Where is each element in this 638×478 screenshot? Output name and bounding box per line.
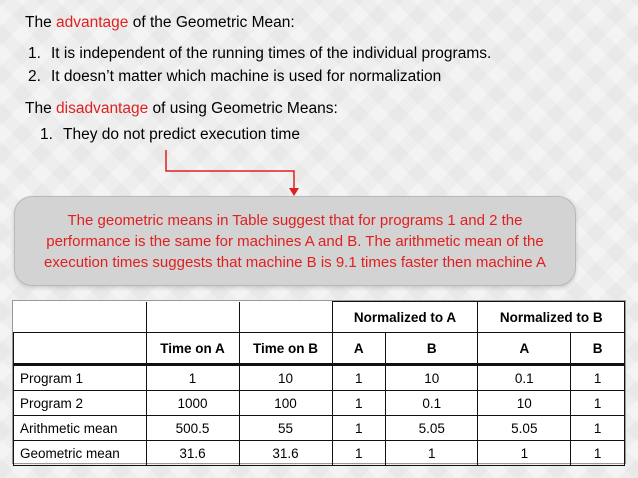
column-header: Time on A xyxy=(146,333,239,365)
row-label: Program 2 xyxy=(14,391,147,416)
table-cell: 1 xyxy=(571,441,625,466)
list-number: 1. xyxy=(40,126,53,143)
table-cell: 100 xyxy=(239,391,332,416)
table-cell: 10 xyxy=(386,365,478,391)
table-corner xyxy=(239,302,332,333)
table-cell: 31.6 xyxy=(239,441,332,466)
table-corner xyxy=(146,302,239,333)
column-header: B xyxy=(386,333,478,365)
table-cell: 500.5 xyxy=(146,416,239,441)
row-label: Geometric mean xyxy=(14,441,147,466)
advantage-keyword: advantage xyxy=(56,14,129,31)
table-cell: 1 xyxy=(332,416,386,441)
list-number: 1. xyxy=(28,45,41,62)
table-cell: 0.1 xyxy=(386,391,478,416)
table-cell: 10 xyxy=(478,391,571,416)
table-cell: 1 xyxy=(478,441,571,466)
advantage-suffix: of the Geometric Mean: xyxy=(128,14,295,31)
table-row xyxy=(14,365,625,391)
table-row xyxy=(14,416,625,441)
table-cell: 1 xyxy=(332,391,386,416)
table-cell: 5.05 xyxy=(478,416,571,441)
callout-box xyxy=(14,196,576,286)
table-cell: 5.05 xyxy=(386,416,478,441)
row-label: Arithmetic mean xyxy=(14,416,147,441)
disadvantage-keyword: disadvantage xyxy=(56,100,149,117)
table-column-header-row xyxy=(14,333,625,365)
comparison-table xyxy=(12,300,626,464)
table-cell: 1 xyxy=(571,365,625,391)
list-text: It doesn’t matter which machine is used for normalization xyxy=(51,68,442,85)
table-cell: 10 xyxy=(239,365,332,391)
disadvantage-prefix: The xyxy=(25,100,57,117)
table-row xyxy=(14,391,625,416)
column-header: A xyxy=(478,333,571,365)
group-header-normalized-a: Normalized to A xyxy=(332,302,478,333)
table-cell: 1 xyxy=(332,365,386,391)
table-cell: 1 xyxy=(571,391,625,416)
list-text: They do not predict execution time xyxy=(63,126,300,143)
row-label: Program 1 xyxy=(14,365,147,391)
table-corner xyxy=(14,302,147,333)
list-text: It is independent of the running times of the individual programs. xyxy=(51,45,492,62)
column-header: Time on B xyxy=(239,333,332,365)
column-header xyxy=(14,333,147,365)
advantage-prefix: The xyxy=(25,14,57,31)
table-header-row xyxy=(14,302,625,333)
column-header: B xyxy=(571,333,625,365)
disadvantage-suffix: of using Geometric Means: xyxy=(148,100,338,117)
table-cell: 1000 xyxy=(146,391,239,416)
table-cell: 1 xyxy=(571,416,625,441)
table-row xyxy=(14,441,625,466)
table-cell: 0.1 xyxy=(478,365,571,391)
table-cell: 1 xyxy=(146,365,239,391)
table-cell: 55 xyxy=(239,416,332,441)
column-header: A xyxy=(332,333,386,365)
list-number: 2. xyxy=(28,68,41,85)
table-cell: 1 xyxy=(386,441,478,466)
table-cell: 31.6 xyxy=(146,441,239,466)
callout-text: The geometric means in Table suggest that for programs 1 and 2 the performance is the same for machines A and B. The arithmetic mean of the execution times suggests that machine B is 9.1 times faster then machine A xyxy=(44,211,546,271)
table-cell: 1 xyxy=(332,441,386,466)
group-header-normalized-b: Normalized to B xyxy=(478,302,625,333)
